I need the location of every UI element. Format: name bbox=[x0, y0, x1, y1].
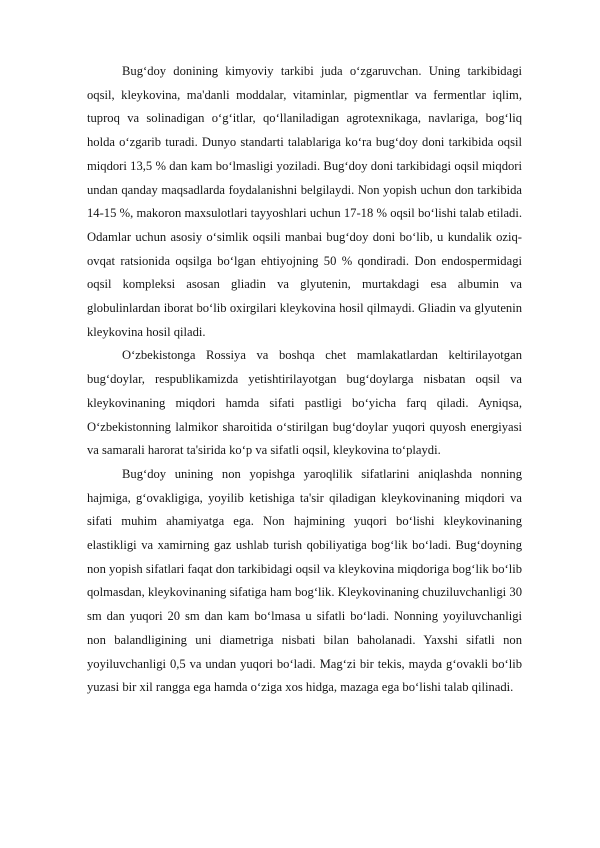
paragraph-3: Bug‘doy unining non yopishga yaroqlilik sifatlarini aniqlashda nonning hajmiga, g‘ovakligiga, yoyilib ketishiga ta'sir qiladigan kleykovinaning miqdori va sifati muhim ahamiyatga ega. Non hajmining yuqori bo‘lishi kleykovinaning elastikligi va xamirning gaz ushlab turish qobiliyatiga bog‘lik bo‘ladi. Bug‘doyning non yopish sifatlari faqat don tarkibidagi oqsil va kleykovina miqdoriga bog‘lik bo‘lib qolmasdan, kleykovinaning sifatiga ham bog‘lik. Kleykovinaning chuziluvchanligi 30 sm dan yuqori 20 sm dan kam bo‘lmasa u sifatli bo‘ladi. Nonning yoyiluvchanligi non balandligining uni diametriga nisbati bilan baholanadi. Yaxshi sifatli non yoyiluvchanligi 0,5 va undan yuqori bo‘ladi. Mag‘zi bir tekis, mayda g‘ovakli bo‘lib yuzasi bir xil rangga ega hamda o‘ziga xos hidga, mazaga ega bo‘lishi talab qilinadi. bbox=[87, 466, 522, 695]
paragraph-2: O‘zbekistonga Rossiya va boshqa chet mamlakatlardan keltirilayotgan bug‘doylar, respublikamizda yetishtirilayotgan bug‘doylarga nisbatan oqsil va kleykovinaning miqdori hamda sifati pastligi bo‘yicha farq qiladi. Ayniqsa, O‘zbekistonning lalmikor sharoitida o‘stirilgan bug‘doylar yuqori quyosh energiyasi va samarali harorat ta'sirida ko‘p va sifatli oqsil, kleykovina to‘playdi. bbox=[87, 348, 522, 458]
paragraph-1: Bug‘doy donining kimyoviy tarkibi juda o‘zgaruvchan. Uning tarkibidagi oqsil, kleykovina, ma'danli moddalar, vitaminlar, pigmentlar va fermentlar iqlim, tuproq va solinadigan o‘g‘itlar, qo‘llaniladigan agrotexnikaga, navlariga, bog‘liq holda o‘zgarib turadi. Dunyo standarti talablariga ko‘ra bug‘doy doni tarkibida oqsil miqdori 13,5 % dan kam bo‘lmasligi yoziladi. Bug‘doy doni tarkibidagi oqsil miqdori undan qanday maqsadlarda foydalanishni belgilaydi. Non yopish uchun don tarkibida 14-15 %, makoron maxsulotlari tayyoshlari uchun 17-18 % oqsil bo‘lishi talab etiladi. Odamlar uchun asosiy o‘simlik oqsili manbai bug‘doy doni bo‘lib, u kundalik oziq-ovqat ratsionida oqsilga bo‘lgan ehtiyojning 50 % qondiradi. Don endospermidagi oqsil kompleksi asosan gliadin va glyutenin, murtakdagi esa albumin va globulinlardan iborat bo‘lib oxirgilari kleykovina hosil qilmaydi. Gliadin va glyutenin kleykovina hosil qiladi. bbox=[87, 64, 522, 339]
document-body bbox=[87, 60, 522, 700]
